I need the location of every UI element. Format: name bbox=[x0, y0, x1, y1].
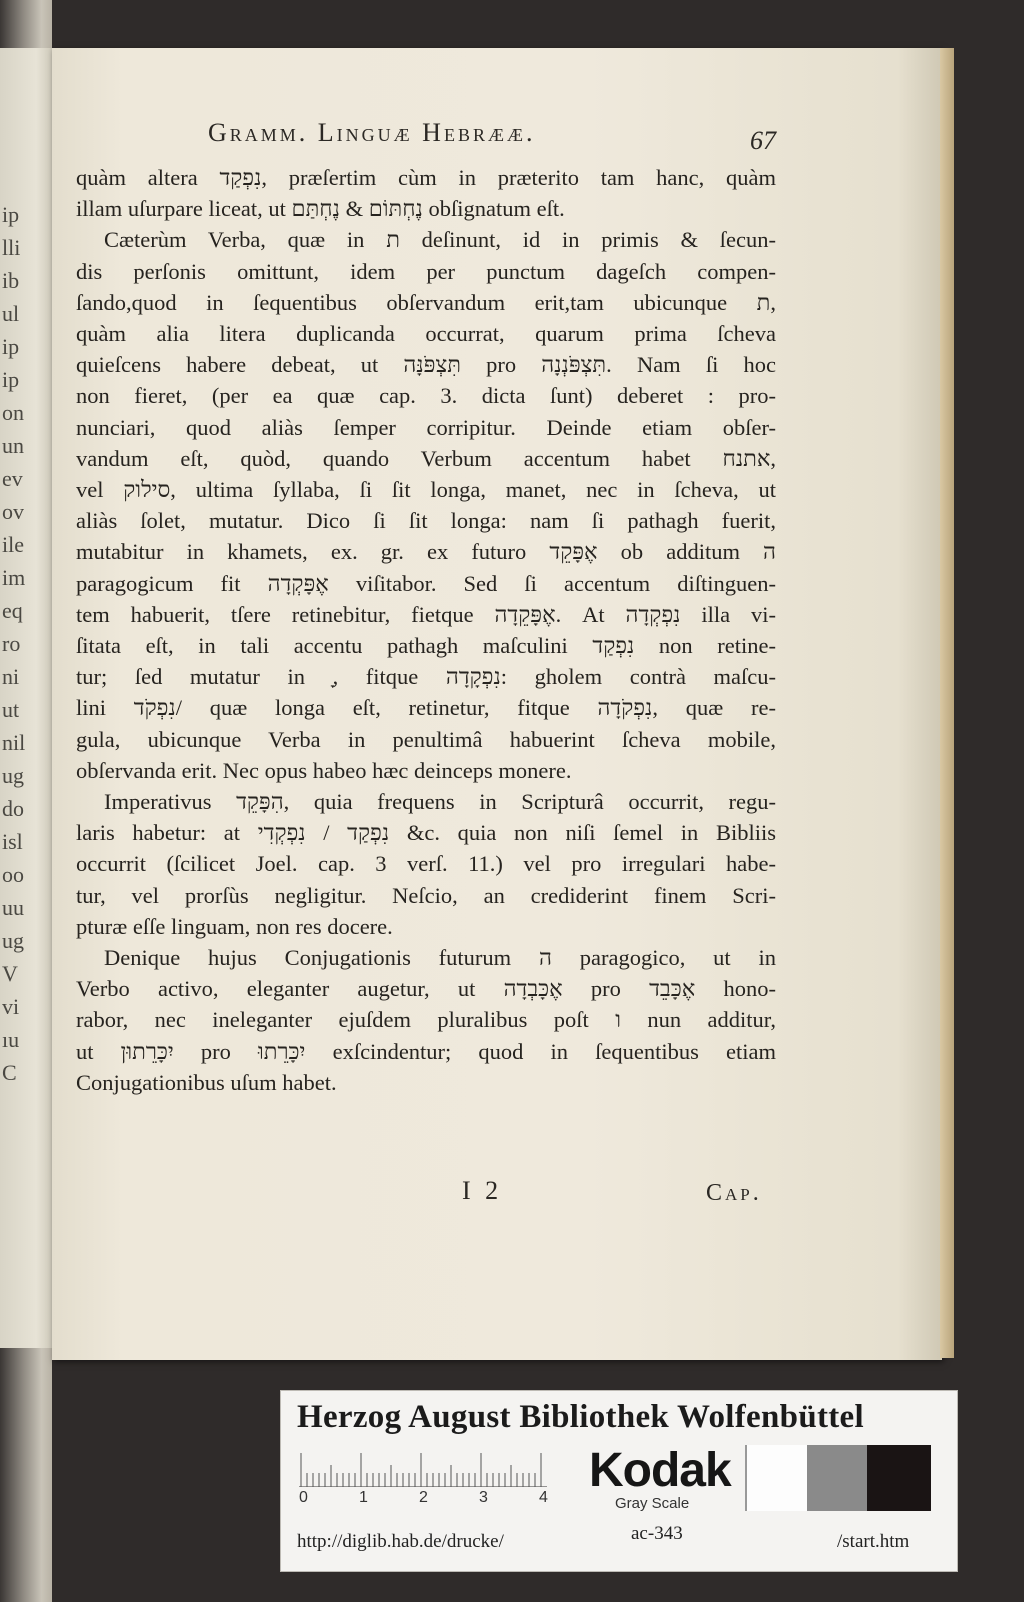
facing-page-letter: ev bbox=[2, 466, 23, 491]
text-line: occurrit (ſcilicet Joel. cap. 3 verſ. 11.) vel pro irregulari habe- bbox=[76, 851, 776, 877]
text-line: Verbo activo, eleganter augetur, ut אֶכָּבְדָה pro אֶכָּבֵד hono- bbox=[76, 976, 776, 1002]
text-line: ut יִכָּרֵתוּן pro יִכָּרֵתוּ exſcindentur; quod in ſequentibus etiam bbox=[76, 1038, 776, 1064]
text-line: non fieret, (per ea quæ cap. 3. dicta ſunt) deberet : pro- bbox=[76, 383, 776, 409]
text-line: quieſcens habere debeat, ut תִּצְפֹּנָּה pro תִּצְפֹּנְנָה. Nam ſi hoc bbox=[76, 352, 776, 378]
facing-page-letter: ro bbox=[2, 631, 21, 656]
url-right: /start.htm bbox=[837, 1531, 910, 1552]
text-line: quàm alia litera duplicanda occurrat, quarum prima ſcheva bbox=[76, 321, 776, 347]
kodak-logo: Kodak bbox=[589, 1444, 731, 1497]
text-line: Imperativus הִפָּקֵד, quia frequens in Scripturâ occurrit, regu- bbox=[104, 789, 776, 815]
facing-page-letter: ip bbox=[2, 367, 20, 392]
facing-page-letter: isl bbox=[2, 829, 23, 854]
facing-page-letter: ov bbox=[2, 499, 24, 524]
gray-swatch bbox=[807, 1445, 867, 1511]
facing-page-letter: ip bbox=[2, 202, 20, 227]
text-line: obſervanda erit. Nec opus habeo hæc deinceps monere. bbox=[76, 757, 572, 783]
gray-scale-label: Gray Scale bbox=[615, 1495, 690, 1512]
text-line: illam uſurpare liceat, ut נֶחְתּוֹם & נֶחְתַּם obſignatum eſt. bbox=[76, 196, 565, 222]
page-number: 67 bbox=[750, 126, 776, 155]
text-line: ſando,quod in ſequentibus obſervandum erit,tam ubicunque ת, bbox=[76, 289, 776, 315]
url-left: http://diglib.hab.de/drucke/ bbox=[297, 1531, 504, 1552]
facing-page-letter: ug bbox=[2, 928, 24, 953]
facing-page-letter: V bbox=[2, 961, 18, 986]
text-line: tem habuerit, tſere retinebitur, fietque אֶפָּקֵדָה. At נִפְקְדָה illa vi- bbox=[76, 601, 776, 627]
text-line: quàm altera נִפְקַד, præſertim cùm in præterito tam hanc, quàm bbox=[76, 165, 777, 190]
text-line: paragogicum fit אֶפָּקְדָה viſitabor. Sed ſi accentum diſtinguen- bbox=[76, 570, 776, 596]
library-name: Herzog August Bibliothek Wolfenbüttel bbox=[297, 1399, 864, 1435]
facing-page-letter: oo bbox=[2, 862, 24, 887]
text-line: laris habetur: at נִפְקַד / נִפְקְדִי &c. quia non niſi ſemel in Bibliis bbox=[76, 820, 776, 846]
text-line: pturæ eſſe linguam, non res docere. bbox=[76, 913, 393, 939]
facing-page-letter: ib bbox=[2, 268, 20, 293]
ruler-number: 2 bbox=[419, 1489, 428, 1506]
facing-page-edge bbox=[0, 48, 52, 1348]
text-line: Conjugationibus uſum habet. bbox=[76, 1069, 337, 1095]
text-line: nunciari, quod aliàs ſemper corripitur. Deinde etiam obſer- bbox=[76, 414, 776, 440]
facing-page-letters bbox=[2, 198, 42, 1089]
facing-page-letter: un bbox=[2, 433, 24, 458]
text-line: ſitata eſt, in tali accentu pathagh maſculini נִפְקַד non retine- bbox=[76, 633, 776, 659]
facing-page-letter: ut bbox=[2, 697, 20, 722]
facing-page-letter: lli bbox=[2, 235, 21, 260]
facing-page-letter: ile bbox=[2, 532, 24, 557]
text-line: Denique hujus Conjugationis futurum ה paragogico, ut in bbox=[104, 945, 776, 971]
ruler-number: 4 bbox=[539, 1489, 548, 1506]
text-line: vel סילוק, ultima ſyllaba, ſi ſit longa, manet, nec in ſcheva, ut bbox=[76, 477, 776, 503]
black-swatch bbox=[867, 1445, 931, 1511]
facing-page-letter: ıu bbox=[2, 1027, 20, 1052]
ruler-number: 3 bbox=[479, 1489, 488, 1506]
ruler-number: 0 bbox=[299, 1489, 308, 1506]
text-line: aliàs ſolet, mutatur. Dico ſi ſit longa: nam ſi pathagh fuerit, bbox=[76, 508, 776, 534]
text-line: gula, ubicunque Verba in penultimâ habuerint ſcheva mobile, bbox=[76, 726, 776, 752]
facing-page-letter: eq bbox=[2, 598, 23, 623]
ruler-number: 1 bbox=[359, 1489, 368, 1506]
facing-page-letter: uu bbox=[2, 895, 24, 920]
facing-page-letter: C bbox=[2, 1060, 17, 1085]
facing-page-letter: on bbox=[2, 400, 24, 425]
facing-page-letter: ip bbox=[2, 334, 20, 359]
facing-page-letter: im bbox=[2, 565, 26, 590]
shelfmark: ac-343 bbox=[631, 1523, 683, 1544]
text-line: tur, vel prorſùs negligitur. Neſcio, an crediderint finem Scri- bbox=[76, 882, 776, 908]
running-head: Gramm. Linguæ Hebrææ. bbox=[208, 118, 536, 147]
text-line: dis perſonis omittunt, idem per punctum dageſch compen- bbox=[76, 258, 776, 284]
page-right-edge bbox=[940, 48, 954, 1358]
signature-mark: I 2 bbox=[462, 1176, 503, 1205]
text-line: lini נִפְקֹד/ quæ longa eſt, retinetur, fitque נִפְקֹדָה, quæ re- bbox=[76, 695, 776, 721]
text-line: rabor, nec ineleganter ejuſdem pluralibus poſt ו nun additur, bbox=[76, 1007, 776, 1033]
text-line: Cæterùm Verba, quæ in ת deſinunt, id in primis & ſecun- bbox=[104, 227, 776, 253]
facing-page-letter: ni bbox=[2, 664, 20, 689]
white-swatch bbox=[745, 1445, 809, 1511]
text-line: tur; ſed mutatur in ָ, fitque נִפְקָדָה: gholem contrà maſcu- bbox=[76, 664, 776, 690]
facing-page-letter: ug bbox=[2, 763, 24, 788]
color-target-card bbox=[280, 1390, 958, 1572]
body-text bbox=[76, 162, 776, 1098]
facing-page-letter: nil bbox=[2, 730, 26, 755]
ruler-numbers bbox=[299, 1489, 559, 1511]
text-line: mutabitur in khamets, ex. gr. ex futuro אֶפָּקֵד ob additum ה bbox=[76, 539, 776, 565]
facing-page-letter: ul bbox=[2, 301, 20, 326]
facing-page-letter: do bbox=[2, 796, 24, 821]
facing-page-letter: vi bbox=[2, 994, 20, 1019]
measuring-ruler bbox=[299, 1453, 547, 1487]
catchword: Cap. bbox=[706, 1180, 762, 1206]
text-line: vandum eſt, quòd, quando Verbum accentum habet אתנח, bbox=[76, 445, 776, 471]
